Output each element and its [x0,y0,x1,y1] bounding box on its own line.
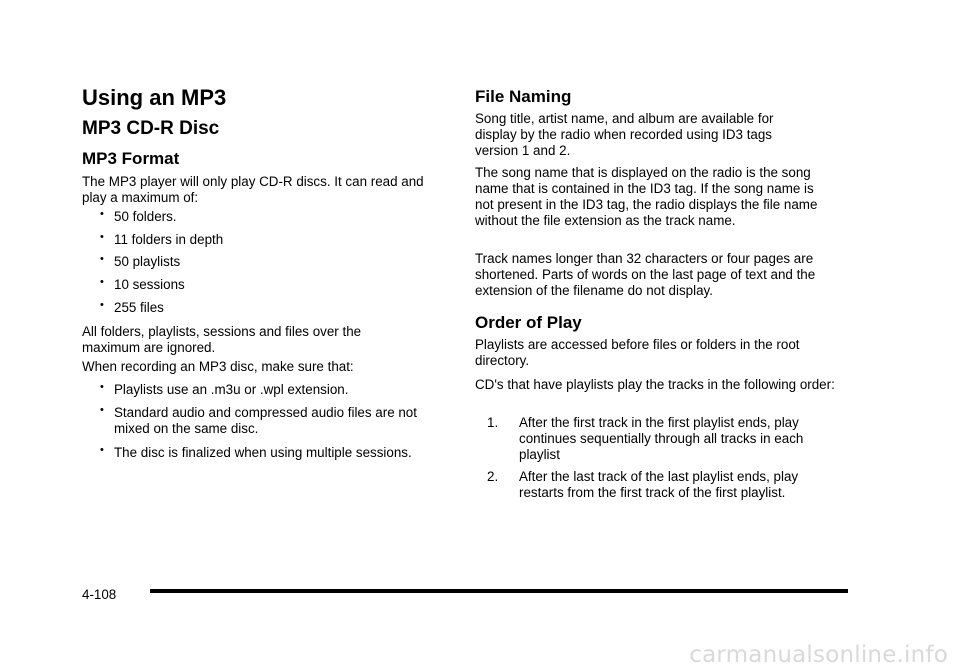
limit-item-playlists: • 50 playlists [100,253,181,269]
checklist-item-extension: • Playlists use an .m3u or .wpl extension. [100,381,349,397]
checklist-item-mixed-audio: • Standard audio and compressed audio files are not mixed on the same disc. [100,404,417,436]
file-naming-paragraph-1: Song title, artist name, and album are available for display by the radio when recorded using ID3 tags version 1 and 2. [475,111,774,158]
order-step-1 [487,415,827,463]
recording-intro: When recording an MP3 disc, make sure that: [82,359,354,374]
order-paragraph-1: Playlists are accessed before files or folders in the root directory. [475,337,800,368]
file-naming-paragraph-2: The song name that is displayed on the radio is the song name that is contained in the ID3 tag. If the song name is not present in the ID3 tag, the radio displays the file name without the file extension as the track name. [475,165,818,228]
bullet-icon: • [100,381,104,393]
watermark: carmanualsonline.info [689,642,948,668]
bullet-icon: • [100,444,104,456]
heading-order-of-play: Order of Play [475,313,582,332]
section-title-mp3-cdr-disc: MP3 CD-R Disc [82,118,220,139]
file-naming-paragraph-3: Track names longer than 32 characters or four pages are shortened. Parts of words on the last page of text and the extension of the filename do not display. [475,251,816,298]
step-number: 1. [487,415,499,430]
bullet-icon: • [100,253,104,265]
bullet-icon: • [100,404,104,416]
page-number: 4-108 [82,587,117,602]
step-text: After the first track in the first playlist ends, play continues sequentially through all tracks in each playlist [519,415,804,462]
limit-item-folders: • 50 folders. [100,208,177,224]
heading-mp3-format: MP3 Format [82,149,180,168]
page-title: Using an MP3 [82,85,227,110]
footer-rule [150,589,848,593]
heading-file-naming: File Naming [475,87,572,106]
bullet-icon: • [100,299,104,311]
intro-paragraph: The MP3 player will only play CD-R discs. It can read and play a maximum of: [82,174,424,205]
limit-item-sessions: • 10 sessions [100,276,185,292]
ignored-note: All folders, playlists, sessions and files over the maximum are ignored. [82,324,362,355]
bullet-icon: • [100,276,104,288]
limit-item-depth: • 11 folders in depth [100,231,224,247]
order-step-2 [487,469,827,501]
bullet-icon: • [100,208,104,220]
order-paragraph-2: CD's that have playlists play the tracks in the following order: [475,377,835,392]
bullet-icon: • [100,231,104,243]
step-number: 2. [487,469,499,484]
limit-item-files: • 255 files [100,299,164,315]
step-text: After the last track of the last playlist ends, play restarts from the first track of the first playlist. [519,469,799,500]
checklist-item-finalized: • The disc is finalized when using multiple sessions. [100,444,412,460]
